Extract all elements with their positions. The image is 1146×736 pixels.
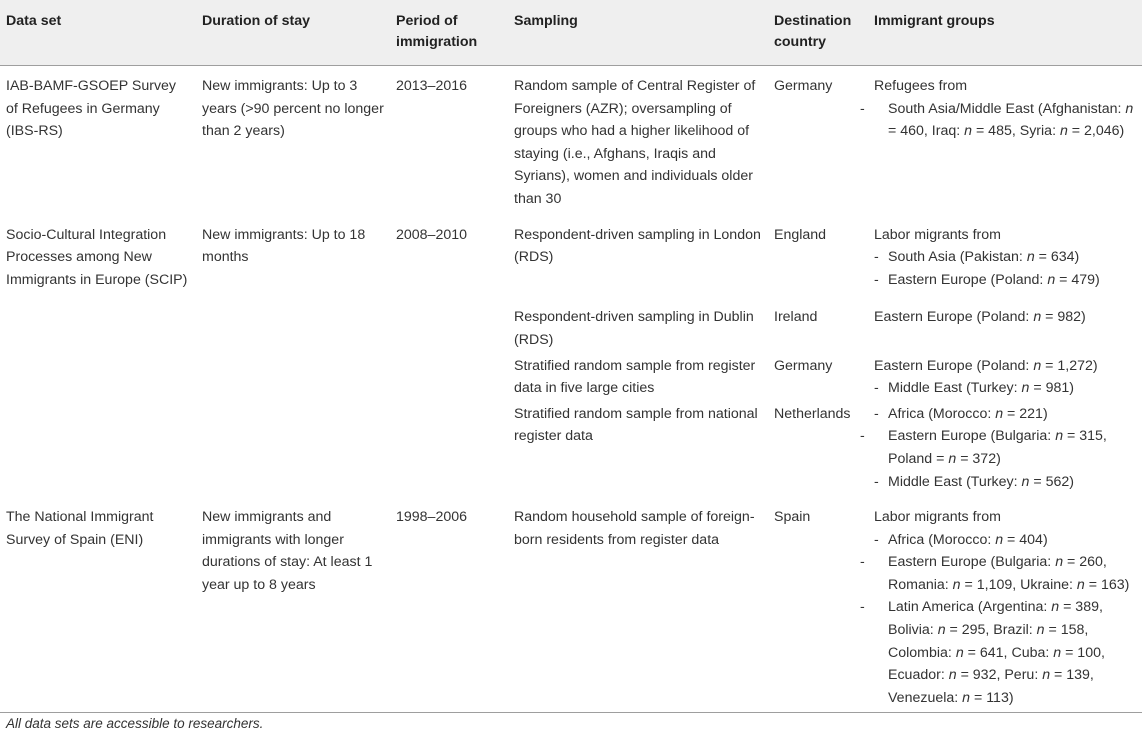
cell-sampling: Random sample of Central Register of Foreigners (AZR); oversampling of groups who had a higher likelihood of staying (i.e., Afghans, Iraqis and Syrians), women and individuals older than 30 — [514, 78, 756, 207]
cell-groups — [868, 215, 1142, 292]
cell-groups — [868, 291, 1142, 351]
groups-heading: Labor migrants from — [874, 226, 1001, 243]
group-item: - South Asia (Pakistan: n = 634) — [874, 249, 1080, 266]
cell-destination: Ireland — [774, 309, 818, 326]
table-row — [0, 497, 1142, 713]
cell-destination: Germany — [774, 78, 833, 94]
table-row — [0, 215, 1142, 292]
group-item: - Latin America (Argentina: n = 389, Bolivia: n = 295, Brazil: n = 158, Colombia: n = 641, Cuba: n = 100, Ecuador: n = 932, Peru: n = 139, Venezuela: n = 113) — [860, 599, 1105, 706]
cell-destination: England — [774, 226, 827, 243]
table-row — [0, 66, 1142, 215]
table-footnote: All data sets are accessible to researchers. — [6, 716, 264, 731]
cell-period: 1998–2006 — [390, 497, 508, 713]
group-item: - Eastern Europe (Bulgaria: n = 315, Poland = n = 372) — [860, 428, 1107, 467]
cell-destination: Netherlands — [774, 405, 851, 422]
group-item: Eastern Europe (Poland: n = 982) — [874, 309, 1086, 326]
cell-dataset: Socio-Cultural Integration Processes among New Immigrants in Europe (SCIP) — [6, 226, 188, 288]
groups-heading: Labor migrants from — [874, 509, 1001, 526]
cell-period: 2008–2010 — [396, 226, 468, 243]
group-item: - South Asia/Middle East (Afghanistan: n = 460, Iraq: n = 485, Syria: n = 2,046) — [874, 98, 1136, 143]
group-item: - Eastern Europe (Poland: n = 479) — [874, 271, 1100, 288]
group-item: - Middle East (Turkey: n = 981) — [874, 380, 1074, 397]
group-item: Eastern Europe (Poland: n = 1,272) — [874, 357, 1098, 374]
cell-destination: Spain — [768, 497, 868, 713]
groups-heading: Refugees from — [874, 78, 968, 94]
header-row — [0, 0, 1142, 66]
header-dataset: Data set — [0, 0, 196, 66]
cell-sampling: Stratified random sample from national register data — [514, 405, 758, 445]
group-item: - Eastern Europe (Bulgaria: n = 260, Romania: n = 1,109, Ukraine: n = 163) — [860, 554, 1130, 593]
header-destination: Destination country — [768, 0, 868, 66]
cell-sampling: Respondent-driven sampling in Dublin (RDS) — [514, 309, 754, 348]
header-duration: Duration of stay — [196, 0, 390, 66]
dash: - — [860, 100, 865, 117]
cell-sampling: Stratified random sample from register data in five large cities — [514, 357, 756, 397]
cell-duration: New immigrants: Up to 3 years (>90 percent no longer than 2 years) — [202, 78, 384, 140]
cell-duration: New immigrants and immigrants with longer durations of stay: At least 1 year up to 8 years — [196, 497, 390, 713]
cell-dataset: IAB-BAMF-GSOEP Survey of Refugees in Germany (IBS-RS) — [6, 78, 177, 140]
group-item: - Africa (Morocco: n = 221) — [874, 405, 1048, 422]
group-item: - Africa (Morocco: n = 404) — [874, 531, 1048, 548]
cell-groups — [860, 400, 1142, 497]
cell-groups — [868, 352, 1142, 400]
cell-sampling: Respondent-driven sampling in London (RDS) — [514, 226, 761, 266]
group-item: - Middle East (Turkey: n = 562) — [874, 473, 1074, 490]
cell-period: 2013–2016 — [396, 78, 468, 94]
cell-groups — [860, 66, 1142, 215]
cell-duration: New immigrants: Up to 18 months — [202, 226, 366, 266]
header-sampling: Sampling — [508, 0, 768, 66]
header-period: Period of immigration — [390, 0, 508, 66]
cell-sampling: Random household sample of foreign-born residents from register data — [508, 497, 768, 713]
header-groups: Immigrant groups — [868, 0, 1142, 66]
cell-dataset: The National Immigrant Survey of Spain (ENI) — [0, 497, 196, 713]
cell-destination: Germany — [774, 357, 833, 374]
cell-groups — [860, 497, 1142, 713]
